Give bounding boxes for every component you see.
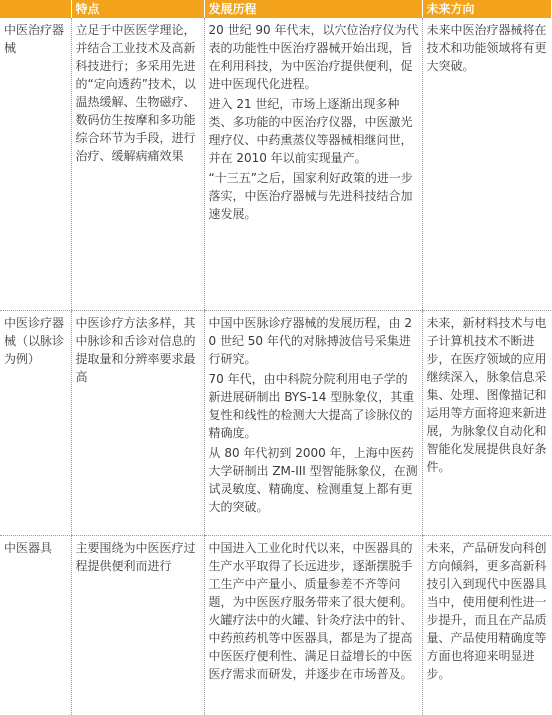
row-features: 中医诊疗方法多样，其中脉诊和舌诊对信息的提取量和分辨率要求最高 bbox=[71, 310, 204, 535]
header-history: 发展历程 bbox=[204, 0, 422, 18]
history-paragraph: 中国中医脉诊疗器械的发展历程，由 20 世纪 50 年代的对脉搏波信号采集进行研究。 bbox=[208, 315, 412, 366]
row-future: 未来，产品研发向科创方向倾斜，更多高新科技引入到现代中医器具当中，使用便利性进一步提升，而且在产品质量、产品使用精确度等方面也将迎来明显进步。 bbox=[422, 535, 551, 715]
row-features: 主要围绕为中医医疗过程提供便利而进行 bbox=[71, 535, 204, 715]
row-category: 中医诊疗器械（以脉诊为例） bbox=[0, 310, 71, 535]
row-category: 中医治疗器械 bbox=[0, 18, 71, 310]
header-features: 特点 bbox=[71, 0, 204, 18]
row-history bbox=[204, 310, 422, 535]
header-future: 未来方向 bbox=[422, 0, 551, 18]
row-category: 中医器具 bbox=[0, 535, 71, 715]
table-row bbox=[0, 535, 551, 715]
row-history bbox=[204, 18, 422, 310]
history-paragraph: 进入 21 世纪，市场上逐渐出现多种类、多功能的中医治疗仪器，中医激光理疗仪、中药熏蒸仪等器械相继问世，并在 2010 年以前实现量产。 bbox=[208, 97, 413, 165]
history-paragraph: 从 80 年代初到 2000 年，上海中医药大学研制出 ZM-III 型智能脉象仪，在测试灵敏度、精确度、检测重复上都有更大的突破。 bbox=[208, 445, 418, 514]
header-row bbox=[0, 0, 551, 18]
history-paragraph: “十三五”之后，国家利好政策的进一步落实，中医治疗器械与先进科技结合加速发展。 bbox=[208, 171, 413, 221]
row-future: 未来中医治疗器械将在技术和功能领域将有更大突破。 bbox=[422, 18, 551, 310]
header-category bbox=[0, 0, 71, 18]
table-row bbox=[0, 18, 551, 310]
row-features: 立足于中医医学理论，并结合工业技术及高新科技进行；多采用先进的“定向透药”技术，以温热缓解、生物磁疗、数码仿生按摩和多功能综合环节为手段，进行治疗、缓解病痛效果 bbox=[71, 18, 204, 310]
table-row bbox=[0, 310, 551, 535]
row-future: 未来，新材料技术与电子计算机技术不断进步，在医疗领域的应用继续深入，脉象信息采集、处理、图像描记和运用等方面将迎来新进展，为脉象仪自动化和智能化发展提供良好条件。 bbox=[422, 310, 551, 535]
history-paragraph: 70 年代，由中科院分院利用电子学的新进展研制出 BYS-14 型脉象仪，其重复性和线性的检测大大提高了诊脉仪的精确度。 bbox=[208, 371, 415, 440]
history-paragraph: 中国进入工业化时代以来，中医器具的生产水平取得了长远进步，逐渐摆脱手工生产中产量小、质量参差不齐等问题，为中医医疗服务带来了很大便利。火罐疗法中的火罐、针灸疗法中的针、中药煎药机等中医器具，都是为了提高中医医疗便利性、满足日益增长的中医医疗需求而研发，并逐步在市场普及。 bbox=[208, 540, 413, 681]
table-body bbox=[0, 18, 551, 715]
row-history bbox=[204, 535, 422, 715]
history-paragraph: 20 世纪 90 年代末，以穴位治疗仪为代表的功能性中医治疗器械开始出现，旨在利用科技，为中医治疗提供便利，促进中医现代化进程。 bbox=[208, 23, 419, 91]
table-header bbox=[0, 0, 551, 18]
